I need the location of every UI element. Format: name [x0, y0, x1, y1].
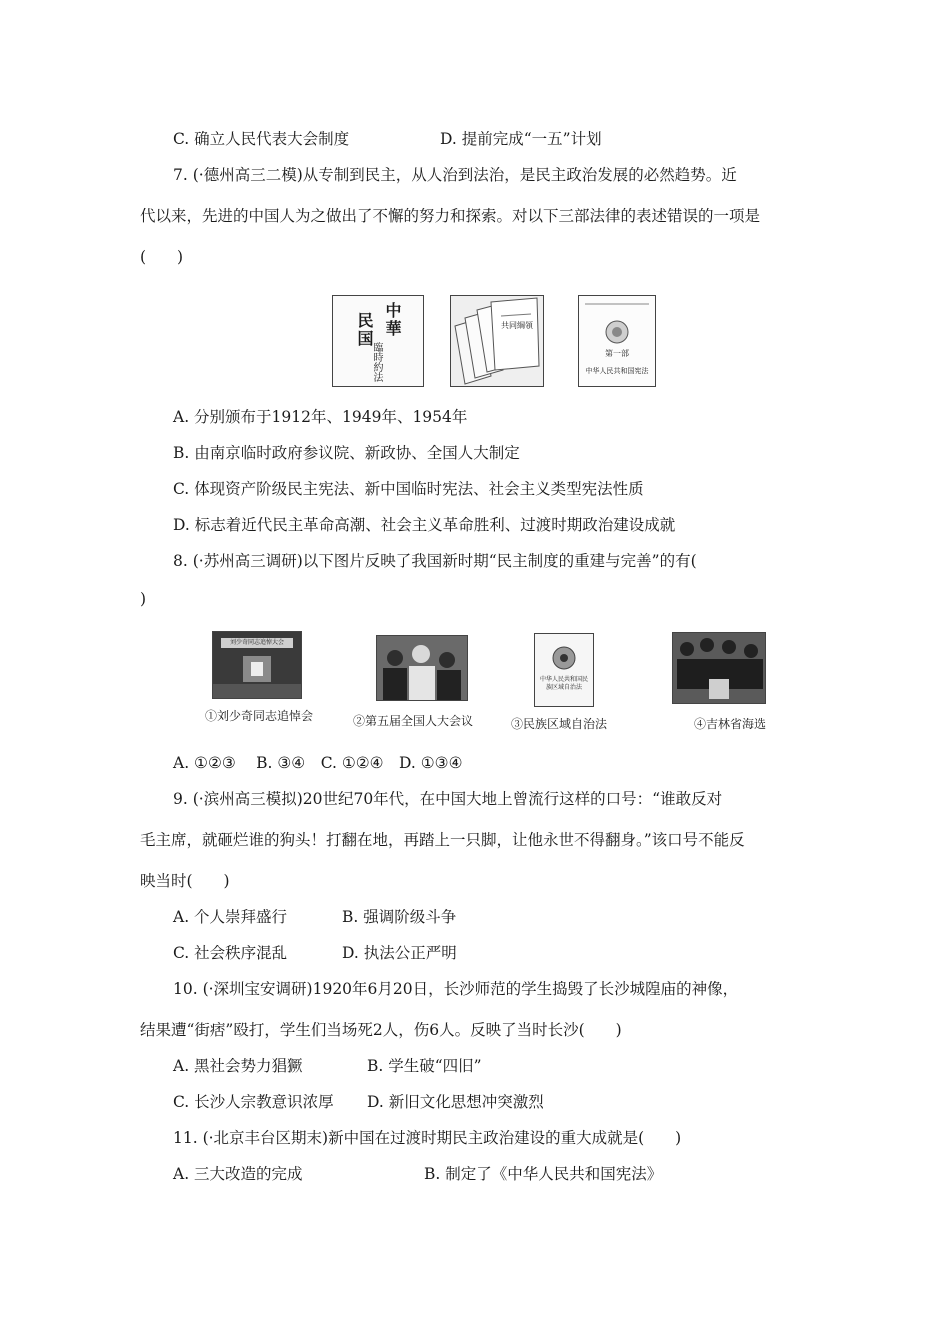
q8-photo3-book-text: 中华人民共和国民族区域自治法 — [539, 676, 588, 691]
q10-stem-line2: 结果遭“街痞”殴打，学生们当场死2人，伤6人。反映了当时长沙( ) — [140, 1021, 622, 1039]
q7-option-c: C. 体现资产阶级民主宪法、新中国临时宪法、社会主义类型宪法性质 — [173, 480, 644, 498]
q7-stem-line3: ( ) — [140, 248, 184, 266]
q8-caption-3: ③民族区域自治法 — [511, 717, 608, 731]
q7-image1-bottom: 臨時約法 — [371, 342, 382, 382]
q7-option-d: D. 标志着近代民主革命高潮、社会主义革命胜利、过渡时期政治建设成就 — [173, 516, 676, 534]
q6-option-d: D. 提前完成“一五”计划 — [440, 130, 602, 148]
q10-option-c: C. 长沙人宗教意识浓厚 — [173, 1093, 334, 1111]
q7-image3-subtitle: 中华人民共和国宪法 — [585, 367, 649, 375]
q10-stem-line1: 10. (·深圳宝安调研)1920年6月20日，长沙师范的学生捣毁了长沙城隍庙的神像， — [173, 980, 739, 998]
q7-image-1954-constitution — [578, 295, 656, 387]
q10-option-d: D. 新旧文化思想冲突激烈 — [367, 1093, 544, 1111]
q6-option-c: C. 确立人民代表大会制度 — [173, 130, 350, 148]
q9-option-a: A. 个人崇拜盛行 — [173, 908, 288, 926]
q9-option-d: D. 执法公正严明 — [342, 944, 457, 962]
q9-stem-line1: 9. (·滨州高三模拟)20世纪70年代，在中国大地上曾流行这样的口号：“谁敢反对 — [173, 790, 723, 808]
q10-option-b: B. 学生破“四旧” — [367, 1057, 482, 1075]
q10-option-a: A. 黑社会势力猖獗 — [173, 1057, 303, 1075]
q8-photo1-banner: 刘少奇同志追悼大会 — [221, 638, 293, 648]
q7-option-b: B. 由南京临时政府参议院、新政协、全国人大制定 — [173, 444, 520, 462]
q11-option-a: A. 三大改造的完成 — [173, 1165, 303, 1183]
q7-stem-line1: 7. (·德州高三二模)从专制到民主，从人治到法治，是民主政治发展的必然趋势。近 — [173, 166, 737, 184]
q7-image3-title: 第一部 — [605, 349, 629, 358]
q8-photo-election — [672, 632, 766, 704]
q8-caption-2: ②第五届全国人大会议 — [353, 714, 474, 728]
q8-photo-memorial — [212, 631, 302, 699]
q7-image2-title: 共同綱領 — [501, 321, 533, 330]
q9-stem-line3: 映当时( ) — [140, 872, 230, 890]
q7-image-provisional-constitution — [332, 295, 424, 387]
q7-image-common-program — [450, 295, 544, 387]
q7-stem-line2: 代以来，先进的中国人为之做出了不懈的努力和探索。对以下三部法律的表述错误的一项是 — [140, 207, 761, 225]
q8-photo-npc — [376, 635, 468, 701]
q8-caption-1: ①刘少奇同志追悼会 — [205, 709, 314, 723]
q9-option-b: B. 强调阶级斗争 — [342, 908, 457, 926]
q11-option-b: B. 制定了《中华人民共和国宪法》 — [424, 1165, 663, 1183]
q11-stem-line1: 11. (·北京丰台区期末)新中国在过渡时期民主政治建设的重大成就是( ) — [173, 1129, 682, 1147]
q8-caption-4: ④吉林省海选 — [694, 717, 767, 731]
q8-stem-line2: ) — [140, 590, 147, 608]
q7-image1-col2: 中華 — [383, 302, 402, 338]
q9-option-c: C. 社会秩序混乱 — [173, 944, 288, 962]
q9-stem-line2: 毛主席，就砸烂谁的狗头！打翻在地，再踏上一只脚，让他永世不得翻身。”该口号不能反 — [140, 831, 745, 849]
q7-image1-col1: 民国 — [355, 312, 374, 348]
q8-options: A. ①②③ B. ③④ C. ①②④ D. ①③④ — [173, 754, 463, 772]
q8-photo-autonomy-law — [534, 633, 594, 707]
q7-option-a: A. 分别颁布于1912年、1949年、1954年 — [173, 408, 468, 426]
q8-stem-line1: 8. (·苏州高三调研)以下图片反映了我国新时期“民主制度的重建与完善”的有( — [173, 552, 697, 570]
